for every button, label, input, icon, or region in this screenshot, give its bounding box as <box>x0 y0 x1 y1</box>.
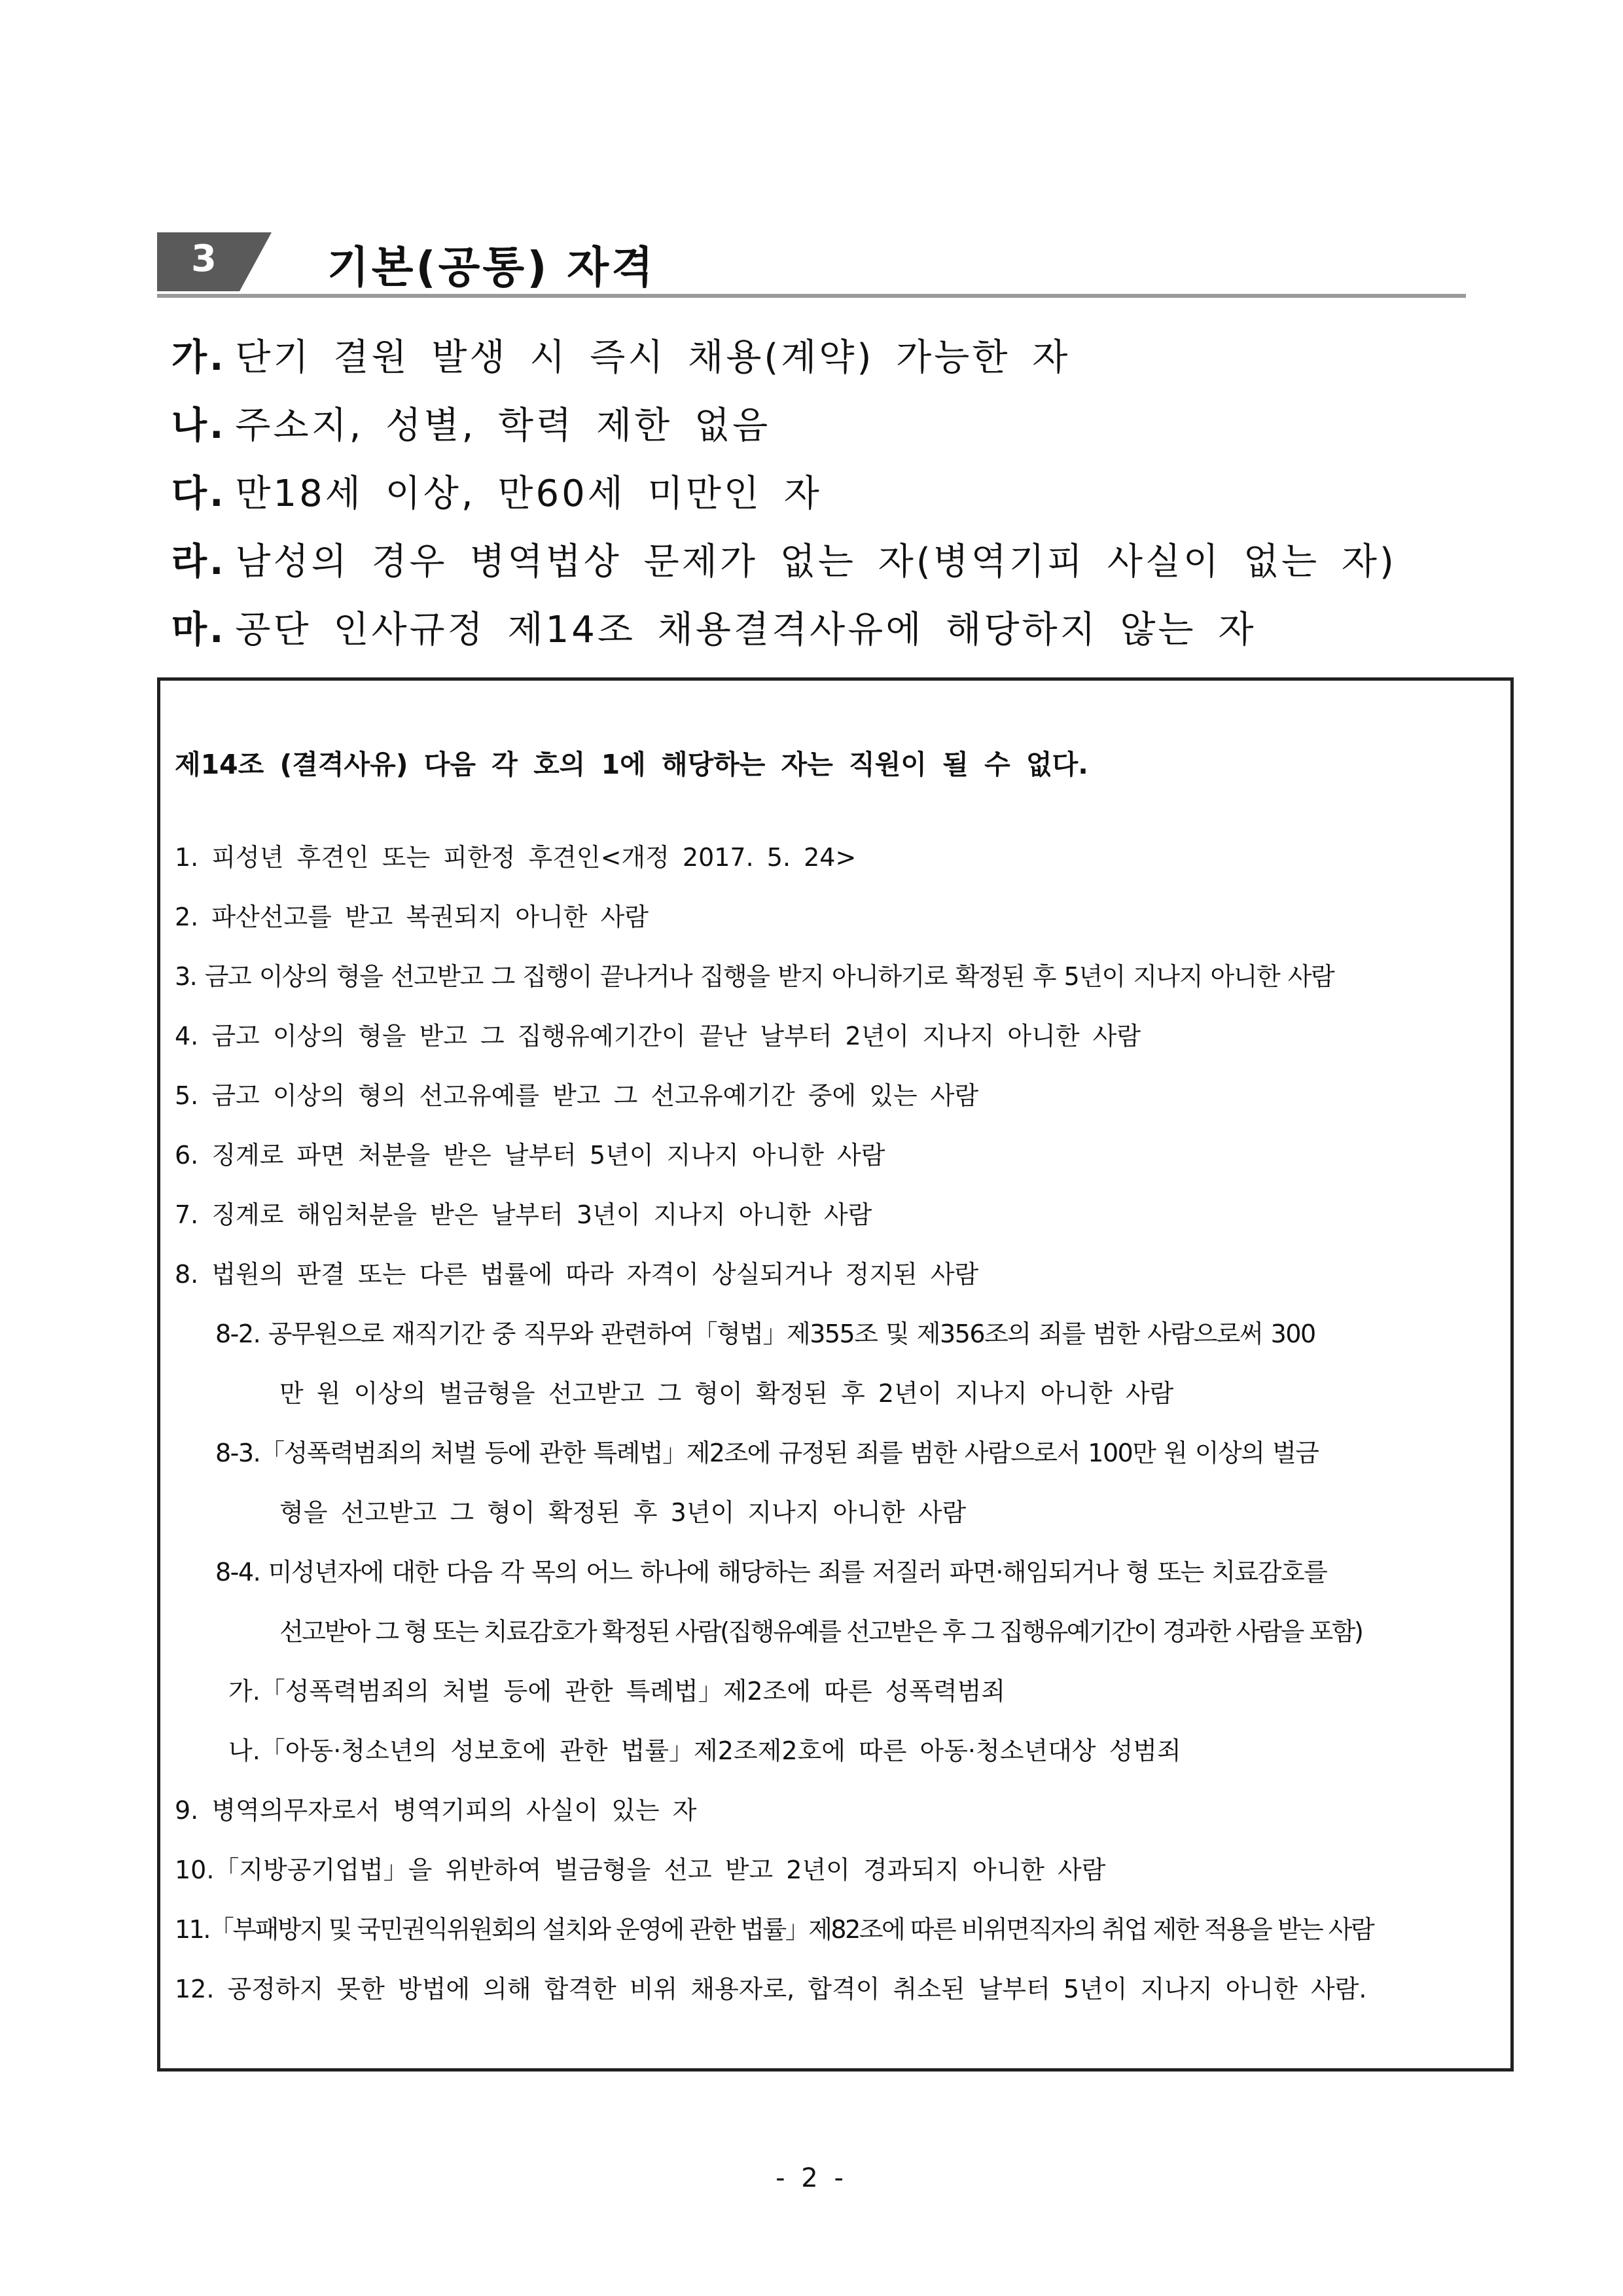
section-divider <box>157 294 1466 298</box>
section-header <box>157 232 1466 298</box>
sub-clause-item: 8-3.「성폭력범죄의 처벌 등에 관한 특례법」제2조에 규정된 죄를 범한 사람으로서 100만 원 이상의 벌금 <box>215 1439 1319 1467</box>
clause-item: 8. 법원의 판결 또는 다른 법률에 따라 자격이 상실되거나 정지된 사람 <box>175 1260 979 1289</box>
list-marker: 라. <box>171 541 226 583</box>
list-item <box>171 392 1467 460</box>
page-number: - 2 - <box>776 2163 847 2193</box>
article-title: 제14조 (결격사유) 다음 각 호의 1에 해당하는 자는 직원이 될 수 없다. <box>175 749 1088 780</box>
clause-item: 11.「부패방지 및 국민권익위원회의 설치와 운영에 관한 법률」제82조에 따른 비위면직자의 취업 제한 적용을 받는 사람 <box>175 1915 1374 1944</box>
sub-clause-item: 8-2. 공무원으로 재직기간 중 직무와 관련하여「형법」제355조 및 제356조의 죄를 범한 사람으로써 300 <box>215 1319 1315 1348</box>
clause-item: 9. 병역의무자로서 병역기피의 사실이 있는 자 <box>175 1796 697 1825</box>
list-marker: 마. <box>171 609 226 651</box>
article-box <box>157 677 1514 2072</box>
section-title: 기본(공통) 자격 <box>327 242 656 293</box>
list-marker: 다. <box>171 473 226 515</box>
sub-sub-clause-item: 가.「성폭력범죄의 처벌 등에 관한 특례법」제2조에 따른 성폭력범죄 <box>228 1677 1006 1706</box>
clause-item: 7. 징계로 해임처분을 받은 날부터 3년이 지나지 아니한 사람 <box>175 1200 872 1229</box>
clause-item: 12. 공정하지 못한 방법에 의해 합격한 비위 채용자로, 합격이 취소된 날부터 5년이 지나지 아니한 사람. <box>175 1975 1367 2003</box>
list-item-text: 단기 결원 발생 시 즉시 채용(계약) 가능한 자 <box>235 336 1071 379</box>
clause-item: 6. 징계로 파면 처분을 받은 날부터 5년이 지나지 아니한 사람 <box>175 1141 885 1170</box>
list-item <box>171 528 1467 596</box>
list-item-text: 만18세 이상, 만60세 미만인 자 <box>235 473 822 515</box>
list-item <box>171 596 1467 664</box>
article-clauses <box>175 828 1503 2019</box>
clause-item: 4. 금고 이상의 형을 받고 그 집행유예기간이 끝난 날부터 2년이 지나지 아니한 사람 <box>175 1022 1141 1050</box>
list-item-text: 공단 인사규정 제14조 채용결격사유에 해당하지 않는 자 <box>235 609 1257 651</box>
list-item-text: 남성의 경우 병역법상 문제가 없는 자(병역기피 사실이 없는 자) <box>235 541 1397 583</box>
clause-item: 2. 파산선고를 받고 복권되지 아니한 사람 <box>175 903 649 931</box>
qualification-list <box>171 324 1467 664</box>
sub-sub-clause-item: 나.「아동·청소년의 성보호에 관한 법률」제2조제2호에 따른 아동·청소년대상 성범죄 <box>228 1736 1181 1765</box>
clause-item: 3. 금고 이상의 형을 선고받고 그 집행이 끝나거나 집행을 받지 아니하기로 확정된 후 5년이 지나지 아니한 사람 <box>175 962 1334 991</box>
list-item <box>171 324 1467 392</box>
list-item-text: 주소지, 성별, 학력 제한 없음 <box>235 404 771 447</box>
list-item <box>171 460 1467 528</box>
clause-item: 5. 금고 이상의 형의 선고유예를 받고 그 선고유예기간 중에 있는 사람 <box>175 1081 979 1110</box>
clause-item: 10.「지방공기업법」을 위반하여 벌금형을 선고 받고 2년이 경과되지 아니한 사람 <box>175 1856 1106 1884</box>
sub-clause-item: 8-4. 미성년자에 대한 다음 각 목의 어느 하나에 해당하는 죄를 저질러 파면·해임되거나 형 또는 치료감호를 <box>215 1558 1327 1587</box>
sub-clause-continuation: 선고받아 그 형 또는 치료감호가 확정된 사람(집행유예를 선고받은 후 그 집행유예기간이 경과한 사람을 포함) <box>279 1617 1363 1646</box>
sub-clause-continuation: 만 원 이상의 벌금형을 선고받고 그 형이 확정된 후 2년이 지나지 아니한 사람 <box>279 1379 1174 1408</box>
list-marker: 나. <box>171 404 226 447</box>
sub-clause-continuation: 형을 선고받고 그 형이 확정된 후 3년이 지나지 아니한 사람 <box>279 1498 967 1527</box>
list-marker: 가. <box>171 336 226 379</box>
section-number: 3 <box>191 238 217 280</box>
clause-item: 1. 피성년 후견인 또는 피한정 후견인<개정 2017. 5. 24> <box>175 843 857 872</box>
